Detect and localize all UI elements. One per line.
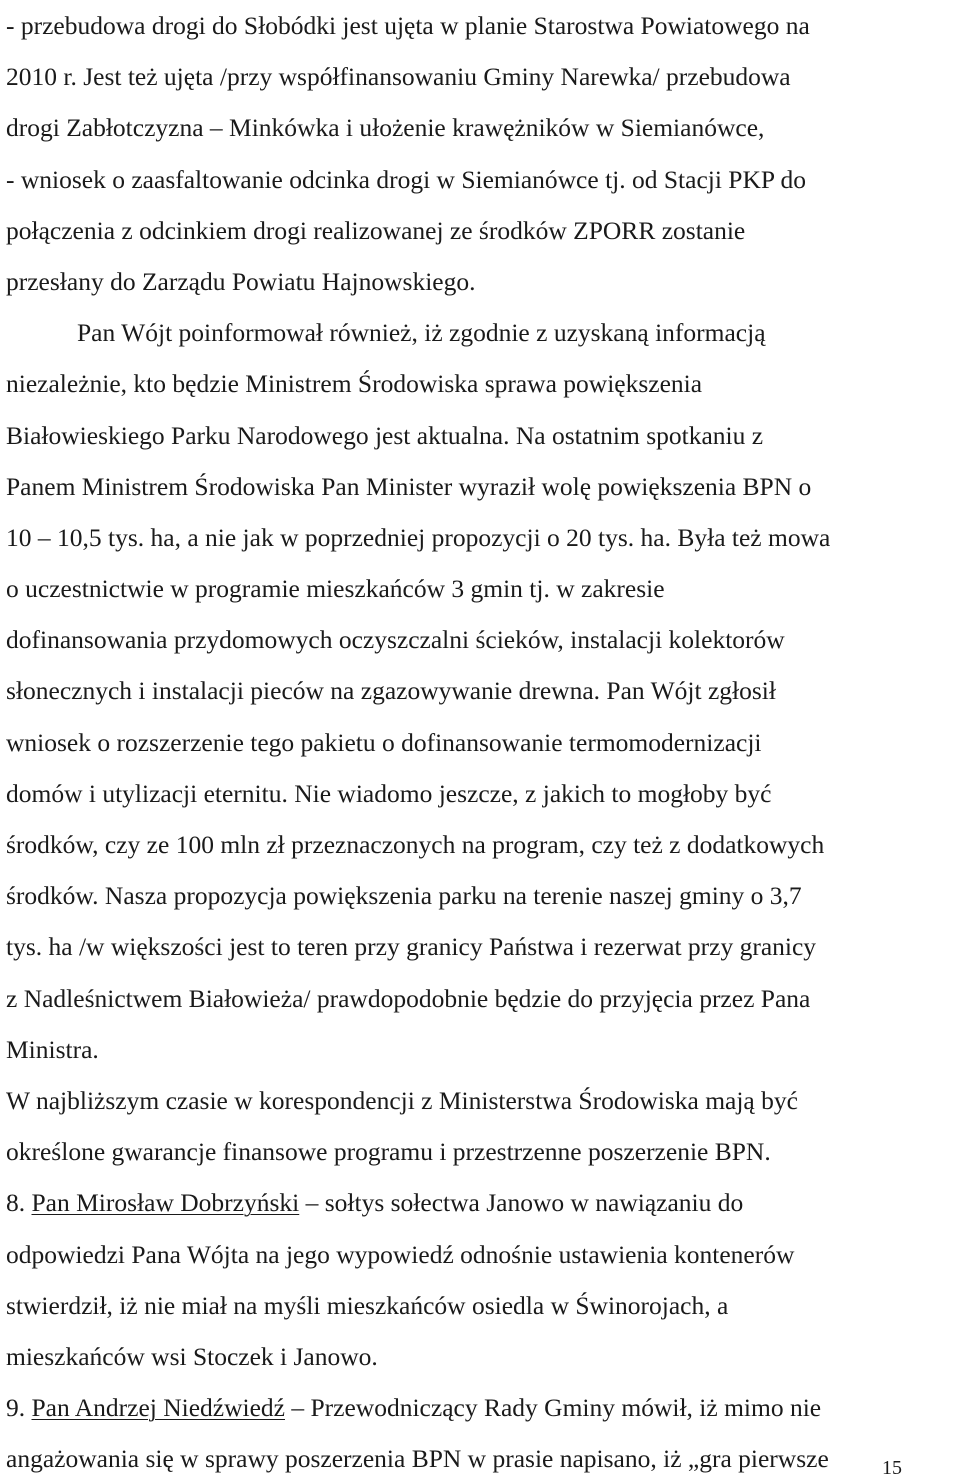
- paragraph-first-line: Pan Wójt poinformował również, iż zgodnie z uzyskaną informacją: [77, 318, 766, 348]
- text-line: połączenia z odcinkiem drogi realizowanej ze środków ZPORR zostanie: [6, 215, 746, 245]
- text-line: W najbliższym czasie w korespondencji z Ministerstwa Środowiska mają być: [6, 1085, 798, 1115]
- text-line: stwierdził, iż nie miał na myśli mieszkańców osiedla w Świnorojach, a: [6, 1290, 729, 1320]
- text-line: Ministra.: [6, 1034, 99, 1064]
- text-line: angażowania się w sprawy poszerzenia BPN w prasie napisano, iż „gra pierwsze: [6, 1444, 829, 1474]
- text-line: określone gwarancje finansowe programu i przestrzenne poszerzenie BPN.: [6, 1137, 771, 1167]
- text-line: Białowieskiego Parku Narodowego jest aktualna. Na ostatnim spotkaniu z: [6, 420, 764, 450]
- text-line: niezależnie, kto będzie Ministrem Środowiska sprawa powiększenia: [6, 369, 703, 399]
- text-body: [6, 0, 830, 1484]
- text-line: mieszkańców wsi Stoczek i Janowo.: [6, 1341, 378, 1371]
- page-number: 15: [882, 1457, 902, 1479]
- text-line: wniosek o rozszerzenie tego pakietu o dofinansowanie termomodernizacji: [6, 727, 762, 757]
- text-line: 2010 r. Jest też ujęta /przy współfinansowaniu Gminy Narewka/ przebudowa: [6, 62, 791, 92]
- item-text: – Przewodniczący Rady Gminy mówił, iż mimo nie: [285, 1393, 822, 1423]
- text-line: - przebudowa drogi do Słobódki jest ujęta w planie Starostwa Powiatowego na: [6, 11, 810, 40]
- text-line: środków. Nasza propozycja powiększenia parku na terenie naszej gminy o 3,7: [6, 881, 802, 911]
- speaker-name: Pan Mirosław Dobrzyński: [31, 1188, 300, 1218]
- text-line: domów i utylizacji eternitu. Nie wiadomo jeszcze, z jakich to mogłoby być: [6, 778, 772, 808]
- agenda-item-9: [6, 1382, 830, 1433]
- text-line: - wniosek o zaasfaltowanie odcinka drogi w Siemianówce tj. od Stacji PKP do: [6, 164, 807, 194]
- item-number: 9.: [6, 1393, 26, 1423]
- text-line: tys. ha /w większości jest to teren przy granicy Państwa i rezerwat przy granicy: [6, 932, 817, 962]
- text-line: Panem Ministrem Środowiska Pan Minister wyraził wolę powiększenia BPN o: [6, 471, 812, 501]
- text-line: przesłany do Zarządu Powiatu Hajnowskiego.: [6, 266, 476, 296]
- text-line: odpowiedzi Pana Wójta na jego wypowiedź odnośnie ustawienia kontenerów: [6, 1239, 795, 1269]
- text-line: dofinansowania przydomowych oczyszczalni ścieków, instalacji kolektorów: [6, 625, 785, 655]
- text-line: z Nadleśnictwem Białowieża/ prawdopodobnie będzie do przyjęcia przez Pana: [6, 983, 811, 1013]
- text-line: środków, czy ze 100 mln zł przeznaczonych na program, czy też z dodatkowych: [6, 830, 825, 859]
- text-line: o uczestnictwie w programie mieszkańców 3 gmin tj. w zakresie: [6, 574, 665, 604]
- text-line: słonecznych i instalacji pieców na zgazowywanie drewna. Pan Wójt zgłosił: [6, 676, 776, 706]
- agenda-item-8: [6, 1177, 830, 1228]
- item-text: – sołtys sołectwa Janowo w nawiązaniu do: [299, 1188, 744, 1218]
- speaker-name: Pan Andrzej Niedźwiedź: [31, 1393, 285, 1423]
- text-line: 10 – 10,5 tys. ha, a nie jak w poprzedniej propozycji o 20 tys. ha. Była też mowa: [6, 522, 831, 552]
- text-line: drogi Zabłotczyzna – Minkówka i ułożenie krawężników w Siemianówce,: [6, 113, 765, 143]
- item-number: 8.: [6, 1188, 26, 1218]
